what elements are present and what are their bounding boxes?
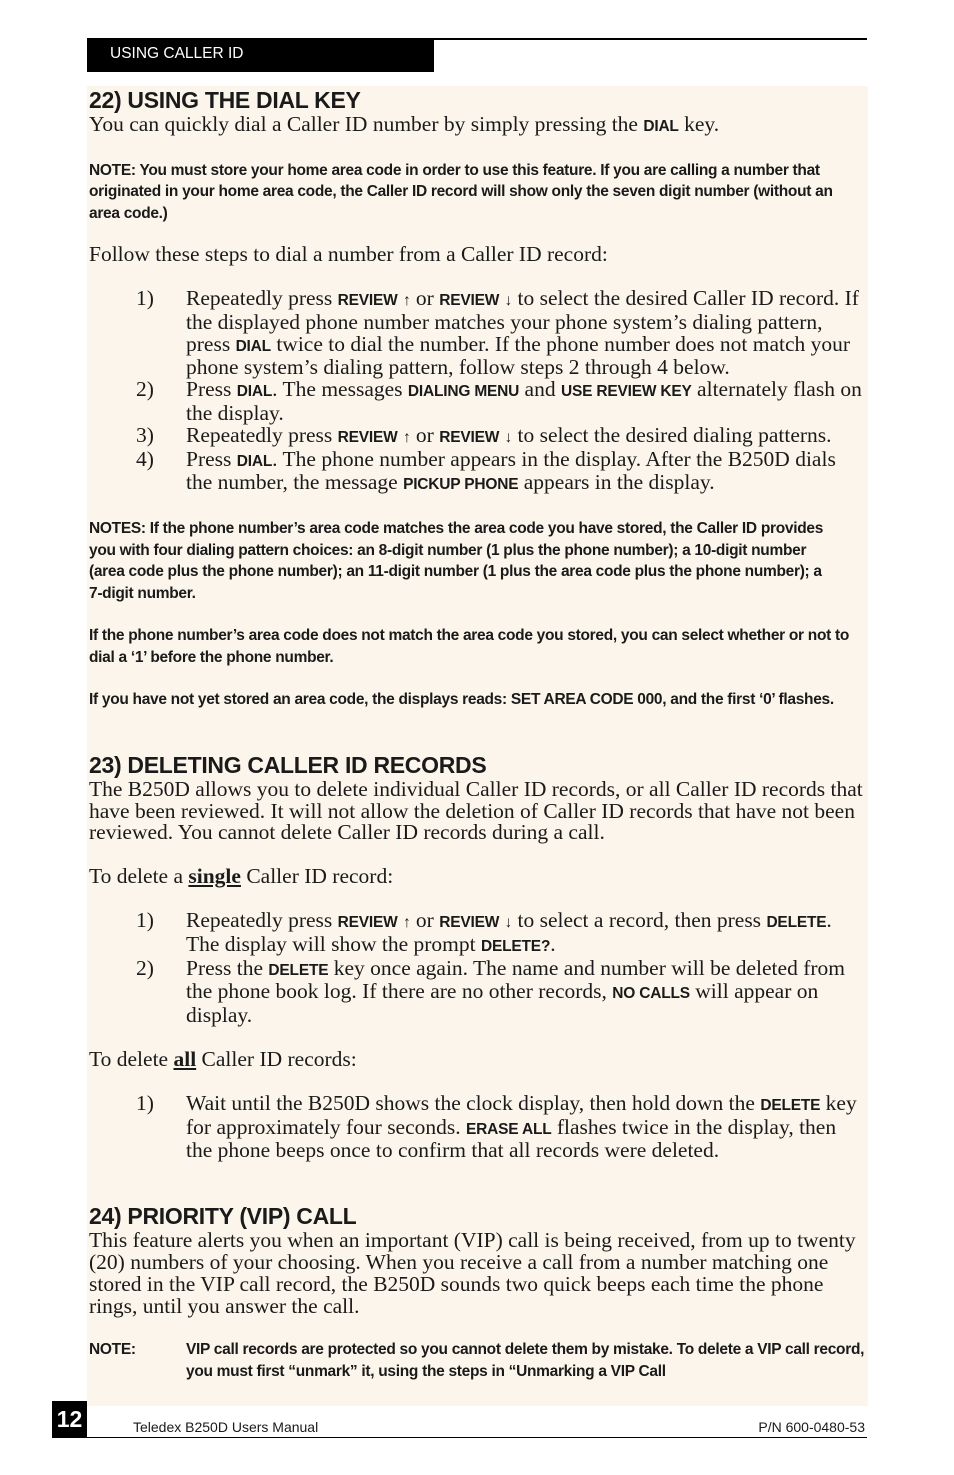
section-22-intro: You can quickly dial a Caller ID number by simply pressing the DIAL key. — [89, 112, 720, 136]
s22-step-4: 4) Press DIAL. The phone number appears in the display. After the B250D dials the number, the message PICKUP PHONE appears in the display. — [136, 446, 836, 495]
s23-step-all-1: 1) Wait until the B250D shows the clock display, then hold down the DELETE key for approximately four seconds. ERASE ALL flashes twice in the display, then the phone beeps once to confirm that all records were deleted. — [136, 1090, 857, 1163]
section-24-intro: This feature alerts you when an important (VIP) call is being received, from up to twenty (20) numbers of your choosing. When you receive a call from a number matching one stored in the VIP call record, the B250D sounds two quick beeps each time the phone rings, until you answer the call. — [89, 1228, 856, 1318]
s23-step-2: 2) Press the DELETE key once again. The name and number will be deleted from the phone book log. If there are no other records, NO CALLS will appear on display. — [136, 955, 845, 1028]
s23-all-label: To delete all Caller ID records: — [89, 1046, 357, 1071]
page-number: 12 — [52, 1401, 87, 1438]
section-22-follow: Follow these steps to dial a number from a Caller ID record: — [89, 242, 608, 267]
s24-note: NOTE: VIP call records are protected so you cannot delete them by mistake. To delete a VIP call record, you must first “unmark” it, using the steps in “Unmarking a VIP Call — [89, 1341, 865, 1380]
section-22-note: NOTE: You must store your home area code in order to use this feature. If you are calling a number that originated in your home area code, the Caller ID record will show only the seven digit number (without an area code.) — [89, 161, 833, 222]
page-content — [89, 86, 867, 1382]
s22-step-1: 1) Repeatedly press REVIEW ↑ or REVIEW ↓ to select the desired Caller ID record. If the displayed phone number matches your phone system’s dialing pattern, press DIAL twice to dial the number. If the phone number does not match your phone system’s dialing pattern, follow steps 2 through 4 below. — [136, 286, 859, 380]
s22-step-2: 2) Press DIAL. The messages DIALING MENU and USE REVIEW KEY alternately flash on the display. — [136, 377, 862, 426]
section-header-tab: USING CALLER ID — [87, 38, 434, 72]
section-22-heading: 22) USING THE DIAL KEY — [89, 87, 361, 113]
s23-step-1: 1) Repeatedly press REVIEW ↑ or REVIEW ↓ to select a record, then press DELETE. The display will show the prompt DELETE?. — [136, 907, 832, 956]
s22-notes-1: NOTES: If the phone number’s area code matches the area code you have stored, the Caller ID provides you with four dialing pattern choices: an 8-digit number (1 plus the phone number); a 10-digit number (area code plus the phone number); an 11-digit number (1 plus the area code plus the phone number); a 7-digit number. — [89, 520, 824, 602]
footer-rule — [87, 1437, 867, 1438]
s23-single-label: To delete a single Caller ID record: — [89, 864, 394, 889]
footer-manual-title: Teledex B250D Users Manual — [133, 1419, 319, 1435]
section-23-intro: The B250D allows you to delete individual Caller ID records, or all Caller ID records that have been reviewed. It will not allow the deletion of Caller ID records that have not been reviewed. You cannot delete Caller ID records during a call. — [89, 776, 863, 845]
section-24-heading: 24) PRIORITY (VIP) CALL — [89, 1203, 357, 1230]
header-rule — [434, 38, 867, 40]
s22-step-3: 3) Repeatedly press REVIEW ↑ or REVIEW ↓ to select the desired dialing patterns. — [136, 422, 832, 447]
footer-part-number: P/N 600-0480-53 — [758, 1419, 865, 1435]
s22-notes-2: If the phone number’s area code does not match the area code you stored, you can select whether or not to dial a ‘1’ before the phone number. — [89, 627, 850, 666]
s22-notes-3: If you have not yet stored an area code, the displays reads: SET AREA CODE 000, and the first ‘0’ flashes. — [89, 691, 834, 709]
section-23-heading: 23) DELETING CALLER ID RECORDS — [89, 751, 487, 778]
